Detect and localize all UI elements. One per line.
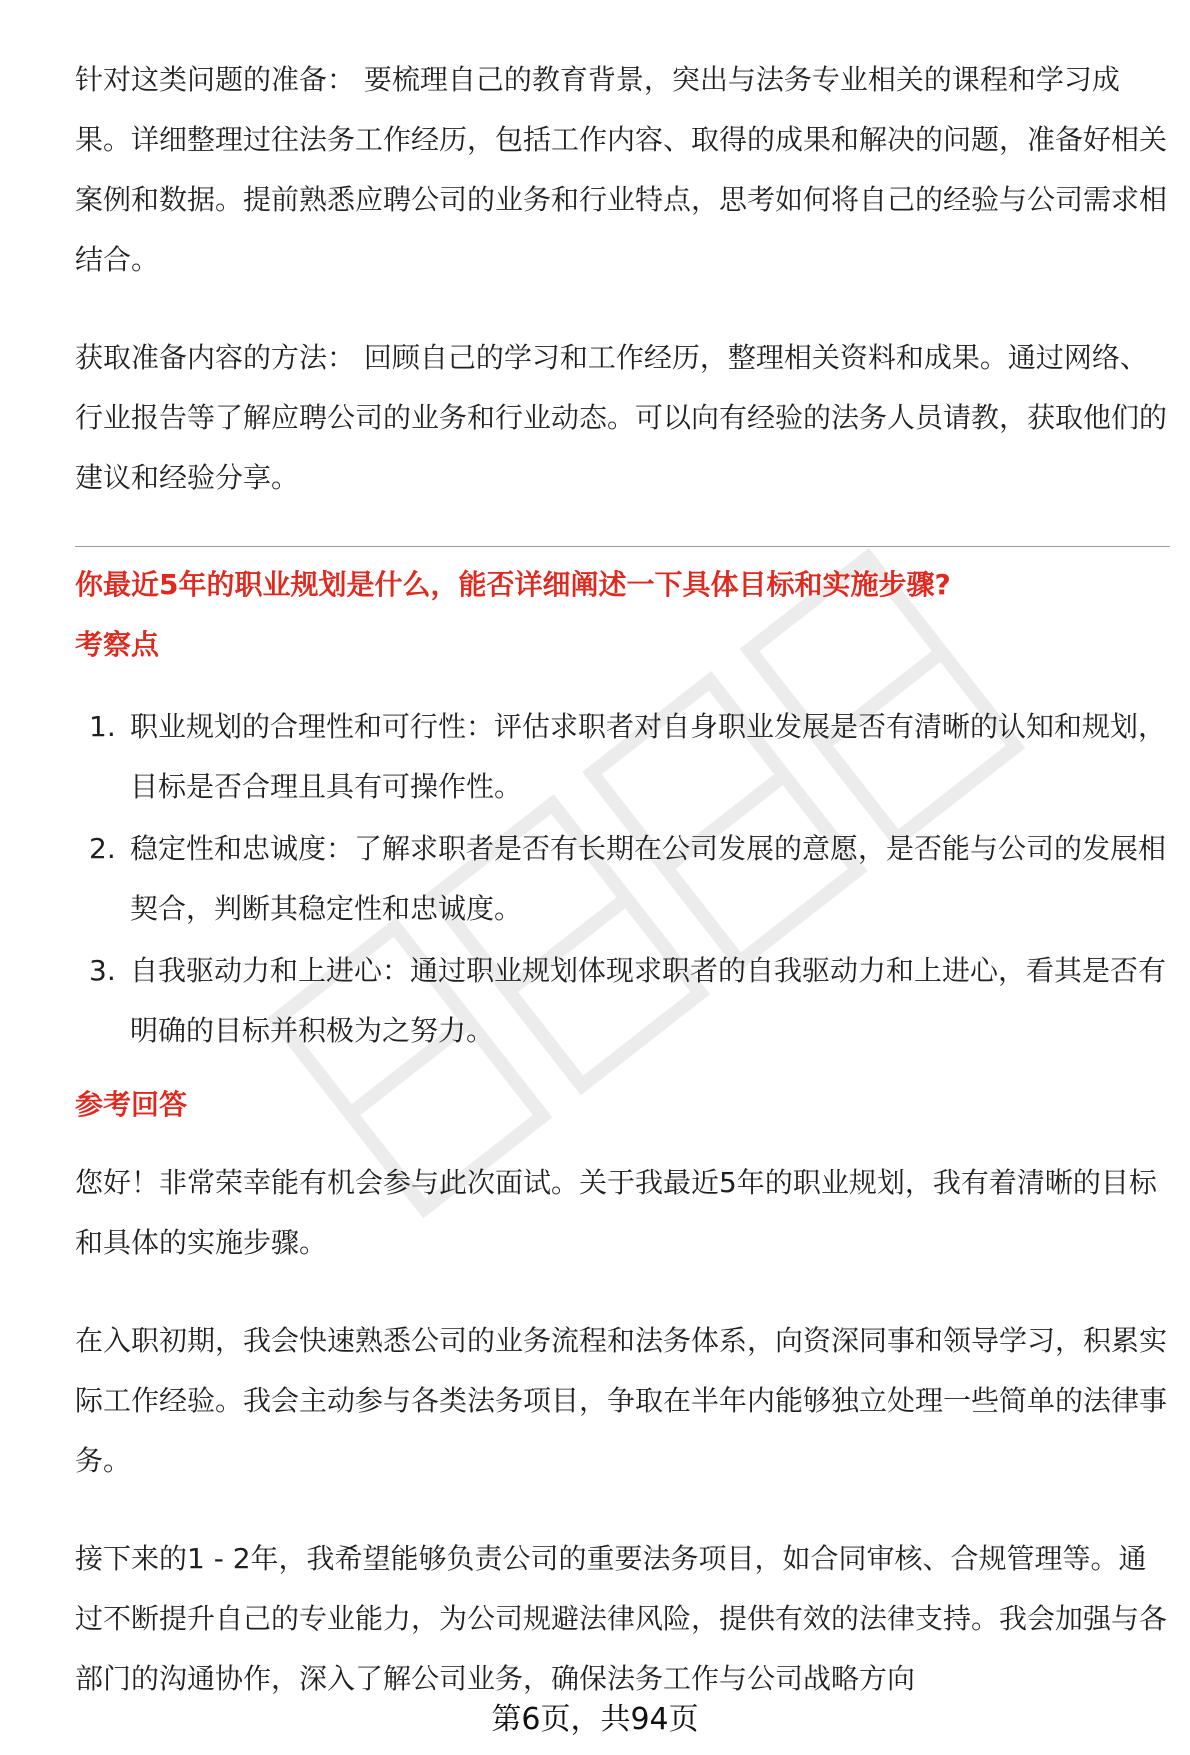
list-item-number: 1. bbox=[89, 710, 116, 743]
list-item bbox=[75, 697, 1170, 817]
question-heading: 你最近5年的职业规划是什么，能否详细阐述一下具体目标和实施步骤? bbox=[75, 568, 951, 601]
main-content bbox=[75, 50, 1170, 1709]
page-number: 第6页，共94页 bbox=[491, 1702, 699, 1737]
prep-paragraph: 针对这类问题的准备： 要梳理自己的教育背景，突出与法务专业相关的课程和学习成果。详细整理过往法务工作经历，包括工作内容、取得的成果和解决的问题，准备好相关案例和数据。提前熟悉应聘公司的业务和行业特点，思考如何将自己的经验与公司需求相结合。 bbox=[75, 63, 1168, 276]
section-divider bbox=[75, 546, 1170, 547]
list-item-text: 稳定性和忠诚度：了解求职者是否有长期在公司发展的意愿，是否能与公司的发展相契合，判断其稳定性和忠诚度。 bbox=[130, 832, 1167, 925]
list-item bbox=[75, 941, 1170, 1061]
answer-title: 参考回答 bbox=[75, 1088, 188, 1121]
answer-paragraph: 接下来的1 - 2年，我希望能够负责公司的重要法务项目，如合同审核、合规管理等。通过不断提升自己的专业能力，为公司规避法律风险，提供有效的法律支持。我会加强与各部门的沟通协作，深入了解公司业务，确保法务工作与公司战略方向 bbox=[75, 1542, 1168, 1695]
answer-paragraph: 在入职初期，我会快速熟悉公司的业务流程和法务体系，向资深同事和领导学习，积累实际工作经验。我会主动参与各类法务项目，争取在半年内能够独立处理一些简单的法律事务。 bbox=[75, 1324, 1168, 1477]
answer-paragraph: 您好！非常荣幸能有机会参与此次面试。关于我最近5年的职业规划，我有着清晰的目标和具体的实施步骤。 bbox=[75, 1166, 1157, 1259]
list-item-number: 2. bbox=[89, 832, 116, 865]
points-list bbox=[75, 697, 1170, 1061]
list-item-number: 3. bbox=[89, 954, 116, 987]
list-item bbox=[75, 819, 1170, 939]
method-paragraph: 获取准备内容的方法： 回顾自己的学习和工作经历，整理相关资料和成果。通过网络、行业报告等了解应聘公司的业务和行业动态。可以向有经验的法务人员请教，获取他们的建议和经验分享。 bbox=[75, 341, 1168, 494]
list-item-text: 自我驱动力和上进心：通过职业规划体现求职者的自我驱动力和上进心，看其是否有明确的目标并积极为之努力。 bbox=[130, 954, 1167, 1047]
list-item-text: 职业规划的合理性和可行性：评估求职者对自身职业发展是否有清晰的认知和规划，目标是否合理且具有可操作性。 bbox=[130, 710, 1167, 803]
points-title: 考察点 bbox=[75, 628, 160, 661]
